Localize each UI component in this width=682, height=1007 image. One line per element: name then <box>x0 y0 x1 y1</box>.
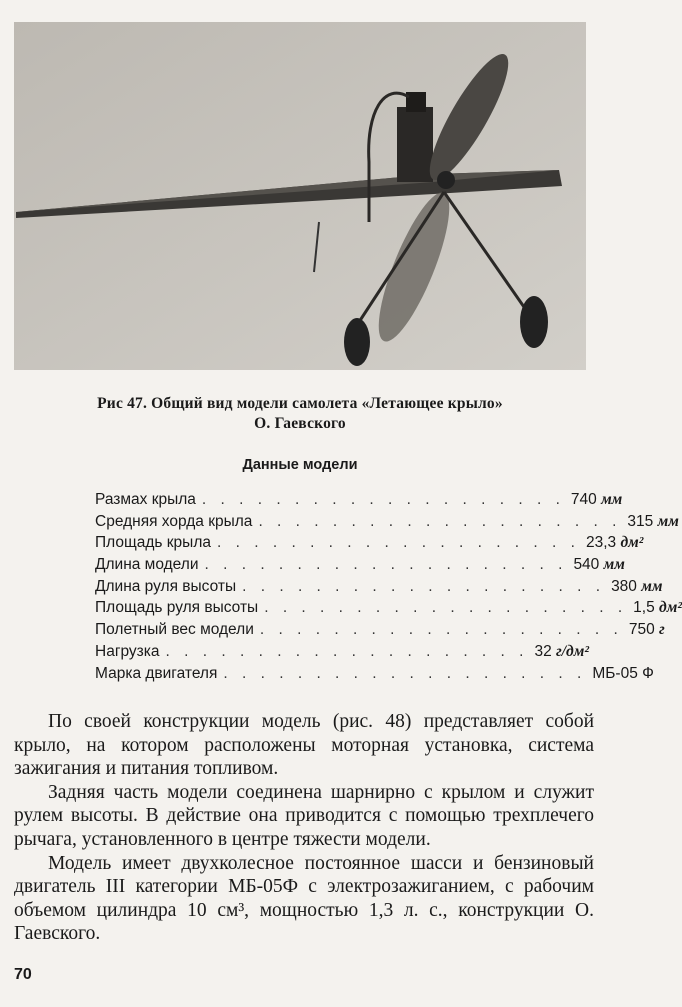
spec-name: Полетный вес модели <box>95 621 254 639</box>
paragraph: По своей конструкции модель (рис. 48) представляет собой крыло, на котором расположены моторная установка, система зажигания и питания топливом. <box>14 711 594 780</box>
spec-row <box>95 599 682 621</box>
spec-unit: мм <box>657 512 679 530</box>
spec-value: 540 <box>573 556 600 574</box>
spec-name: Размах крыла <box>95 491 196 508</box>
leader-dots: . . . . . . . . . . . . . . . . . . . . <box>204 556 568 574</box>
spec-value: 32 <box>534 642 552 660</box>
specs-table <box>95 491 682 686</box>
figure-caption <box>0 394 600 434</box>
spec-unit: г/дм² <box>556 642 590 660</box>
spec-value: 315 <box>627 512 654 530</box>
spec-row <box>95 556 625 578</box>
spec-value: 23,3 <box>585 534 617 552</box>
leader-dots: . . . . . . . . . . . . . . . . . . . . <box>264 599 628 617</box>
spec-value: 740 <box>570 491 597 508</box>
spec-row <box>95 512 679 535</box>
spec-name: Средняя хорда крыла <box>95 512 253 530</box>
spec-name: Площадь руля высоты <box>95 599 259 617</box>
spec-name: Марка двигателя <box>95 664 218 682</box>
spec-value: 1,5 <box>633 599 655 617</box>
caption-line-1: Рис 47. Общий вид модели самолета «Летающее крыло» <box>97 395 503 412</box>
spec-row <box>95 534 644 556</box>
specs-title: Данные модели <box>242 457 358 473</box>
paragraph: Задняя часть модели соединена шарнирно с крылом и служит рулем высоты. В действие она приводится с помощью трехплечего рычага, установленного в центре тяжести модели. <box>14 781 594 850</box>
paragraph: Модель имеет двухколесное постоянное шасси и бензиновый двигатель III категории МБ-05Ф с электрозажиганием, с рабочим объемом цилиндра 10 см³, мощностью 1,3 л. с., конструкции О. Гаевского. <box>14 852 594 945</box>
spec-name: Нагрузка <box>95 642 160 660</box>
leader-dots: . . . . . . . . . . . . . . . . . . . . <box>165 642 529 660</box>
spec-row <box>95 491 623 513</box>
spec-name: Длина руля высоты <box>95 577 237 595</box>
leader-dots: . . . . . . . . . . . . . . . . . . . . <box>223 664 587 682</box>
leader-dots: . . . . . . . . . . . . . . . . . . . . <box>242 577 606 595</box>
page-number: 70 <box>14 966 32 983</box>
leader-dots: . . . . . . . . . . . . . . . . . . . . <box>258 512 622 530</box>
spec-unit: дм² <box>620 534 644 552</box>
spec-unit: мм <box>601 491 623 508</box>
spec-value: МБ-05 Ф <box>592 664 654 682</box>
spec-unit: г <box>659 621 665 639</box>
spec-name: Длина модели <box>95 556 199 574</box>
spec-value: 750 <box>628 621 655 639</box>
spec-name: Площадь крыла <box>95 534 211 552</box>
spec-row <box>95 621 665 643</box>
body-text <box>14 710 594 946</box>
spec-unit: дм² <box>659 599 682 617</box>
leader-dots: . . . . . . . . . . . . . . . . . . . . <box>201 491 565 508</box>
leader-dots: . . . . . . . . . . . . . . . . . . . . <box>259 621 623 639</box>
spec-row <box>95 664 654 687</box>
spec-row <box>95 642 590 665</box>
spec-unit: мм <box>641 577 663 595</box>
spec-value: 380 <box>611 577 637 595</box>
spec-unit: мм <box>603 556 625 574</box>
caption-line-2: О. Гаевского <box>254 415 346 432</box>
leader-dots: . . . . . . . . . . . . . . . . . . . . <box>217 534 580 552</box>
aircraft-model-photo <box>14 22 586 370</box>
spec-row <box>95 577 663 600</box>
